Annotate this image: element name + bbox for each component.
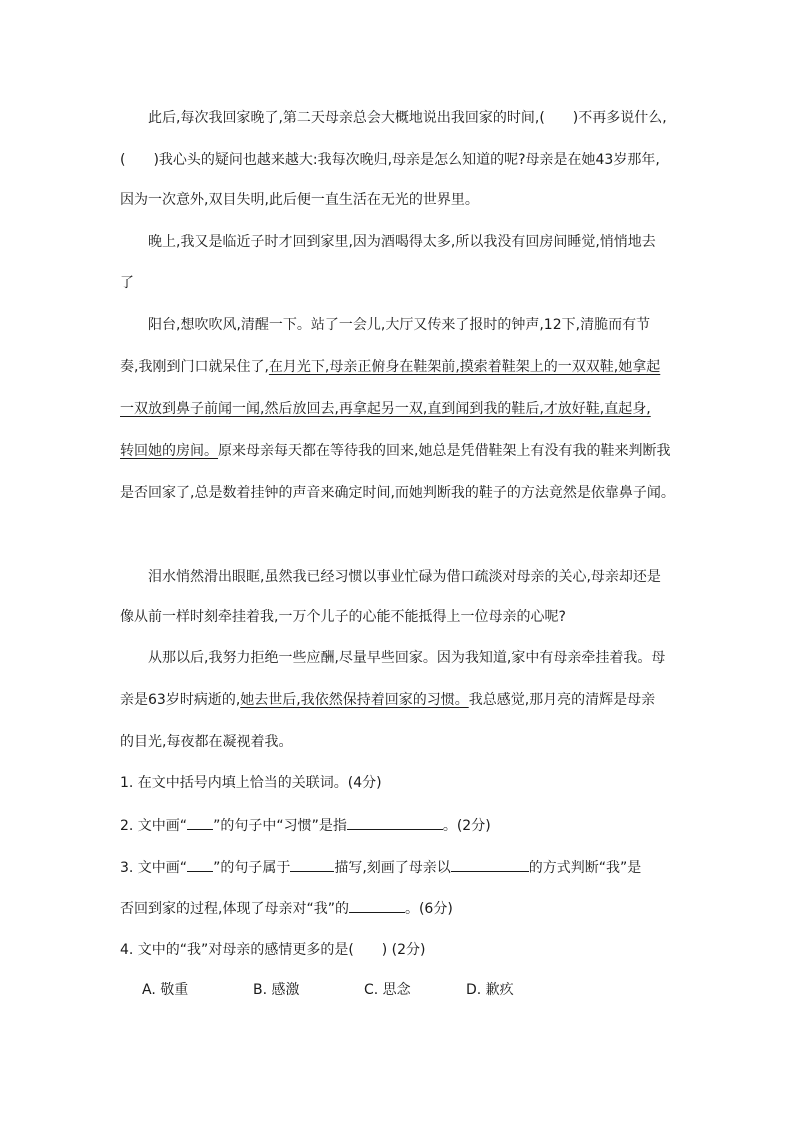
- p3-line-5: 是否回家了,总是数着挂钟的声音来确定时间,而她判断我的鞋子的方法竟然是依靠鼻子闻。: [120, 485, 675, 501]
- question-3-line-2: [120, 898, 453, 918]
- underlined-sentence-2: 她去世后,我依然保持着回家的习惯。: [240, 692, 469, 708]
- option-d[interactable]: D. 歉疚: [466, 982, 514, 998]
- p3-line-2-plain: 奏,我刚到门口就呆住了,: [120, 359, 269, 375]
- question-4: 4. 文中的“我”对母亲的感情更多的是( ) (2分): [120, 942, 426, 958]
- p4-line-2: 像从前一样时刻牵挂着我,一万个儿子的心能不能抵得上一位母亲的心呢?: [120, 609, 566, 625]
- q3-underline-sample: [187, 857, 213, 872]
- q2-middle: ”的句子中“习惯”是指: [213, 818, 347, 834]
- p2-line-1: 晚上,我又是临近子时才回到家里,因为酒喝得太多,所以我没有回房间睡觉,悄悄地去: [148, 234, 656, 250]
- q2-suffix: 。(2分): [442, 818, 491, 834]
- q2-prefix: 2. 文中画“: [120, 818, 188, 834]
- question-2: [120, 815, 491, 835]
- q3-blank-1[interactable]: [290, 857, 334, 872]
- q3-part-c: 描写,刻画了母亲以: [334, 860, 451, 876]
- q2-underline-sample: [187, 815, 213, 830]
- p2-line-2: 了: [120, 275, 134, 291]
- p5-line-2: [120, 690, 655, 710]
- q3-part-b: ”的句子属于: [213, 860, 291, 876]
- p5-line-3: 的目光,每夜都在凝视着我。: [120, 734, 293, 750]
- p3-line-4: [120, 441, 670, 461]
- p4-line-1: 泪水悄然滑出眼眶,虽然我已经习惯以事业忙碌为借口疏淡对母亲的关心,母亲却还是: [148, 569, 661, 585]
- p3-line-4-plain: 原来母亲每天都在等待我的回来,她总是凭借鞋架上有没有我的鞋来判断我: [218, 443, 671, 459]
- q3-blank-2[interactable]: [451, 857, 529, 872]
- option-a[interactable]: A. 敬重: [142, 982, 189, 998]
- option-c[interactable]: C. 思念: [364, 982, 411, 998]
- q3-part-f: 。(6分): [404, 901, 453, 917]
- question-3-line-1: [120, 857, 641, 877]
- p5-line-2-plain-a: 亲是63岁时病逝的,: [120, 692, 241, 708]
- underlined-sentence-1: 在月光下,母亲正俯身在鞋架前,摸索着鞋架上的一双双鞋,她拿起: [268, 359, 661, 375]
- underlined-sentence-1-end: 转回她的房间。: [120, 443, 218, 459]
- p3-line-1: 阳台,想吹吹风,清醒一下。站了一会儿,大厅又传来了报时的钟声,12下,清脆而有节: [148, 317, 651, 333]
- option-b[interactable]: B. 感激: [253, 982, 300, 998]
- p3-line-2: [120, 357, 660, 377]
- p5-line-1: 从那以后,我努力拒绝一些应酬,尽量早些回家。因为我知道,家中有母亲牵挂着我。母: [148, 650, 666, 666]
- p5-line-2-plain-b: 我总感觉,那月亮的清辉是母亲: [468, 692, 656, 708]
- p1-line-3: 因为一次意外,双目失明,此后便一直生活在无光的世界里。: [120, 192, 479, 208]
- underlined-sentence-1-cont: 一双放到鼻子前闻一闻,然后放回去,再拿起另一双,直到闻到我的鞋后,才放好鞋,直起身,: [120, 401, 651, 417]
- q2-answer-blank[interactable]: [347, 815, 443, 830]
- p1-line-1: 此后,每次我回家晚了,第二天母亲总会大概地说出我回家的时间,( )不再多说什么,: [148, 110, 667, 126]
- p1-line-2: ( )我心头的疑问也越来越大:我每次晚归,母亲是怎么知道的呢?母亲是在她43岁那年,: [120, 152, 660, 168]
- q3-blank-3[interactable]: [349, 898, 405, 913]
- question-1: 1. 在文中括号内填上恰当的关联词。(4分): [120, 775, 382, 791]
- q3-prefix: 3. 文中画“: [120, 860, 188, 876]
- q3-part-e: 否回到家的过程,体现了母亲对“我”的: [120, 901, 349, 917]
- q3-part-d: 的方式判断“我”是: [528, 860, 642, 876]
